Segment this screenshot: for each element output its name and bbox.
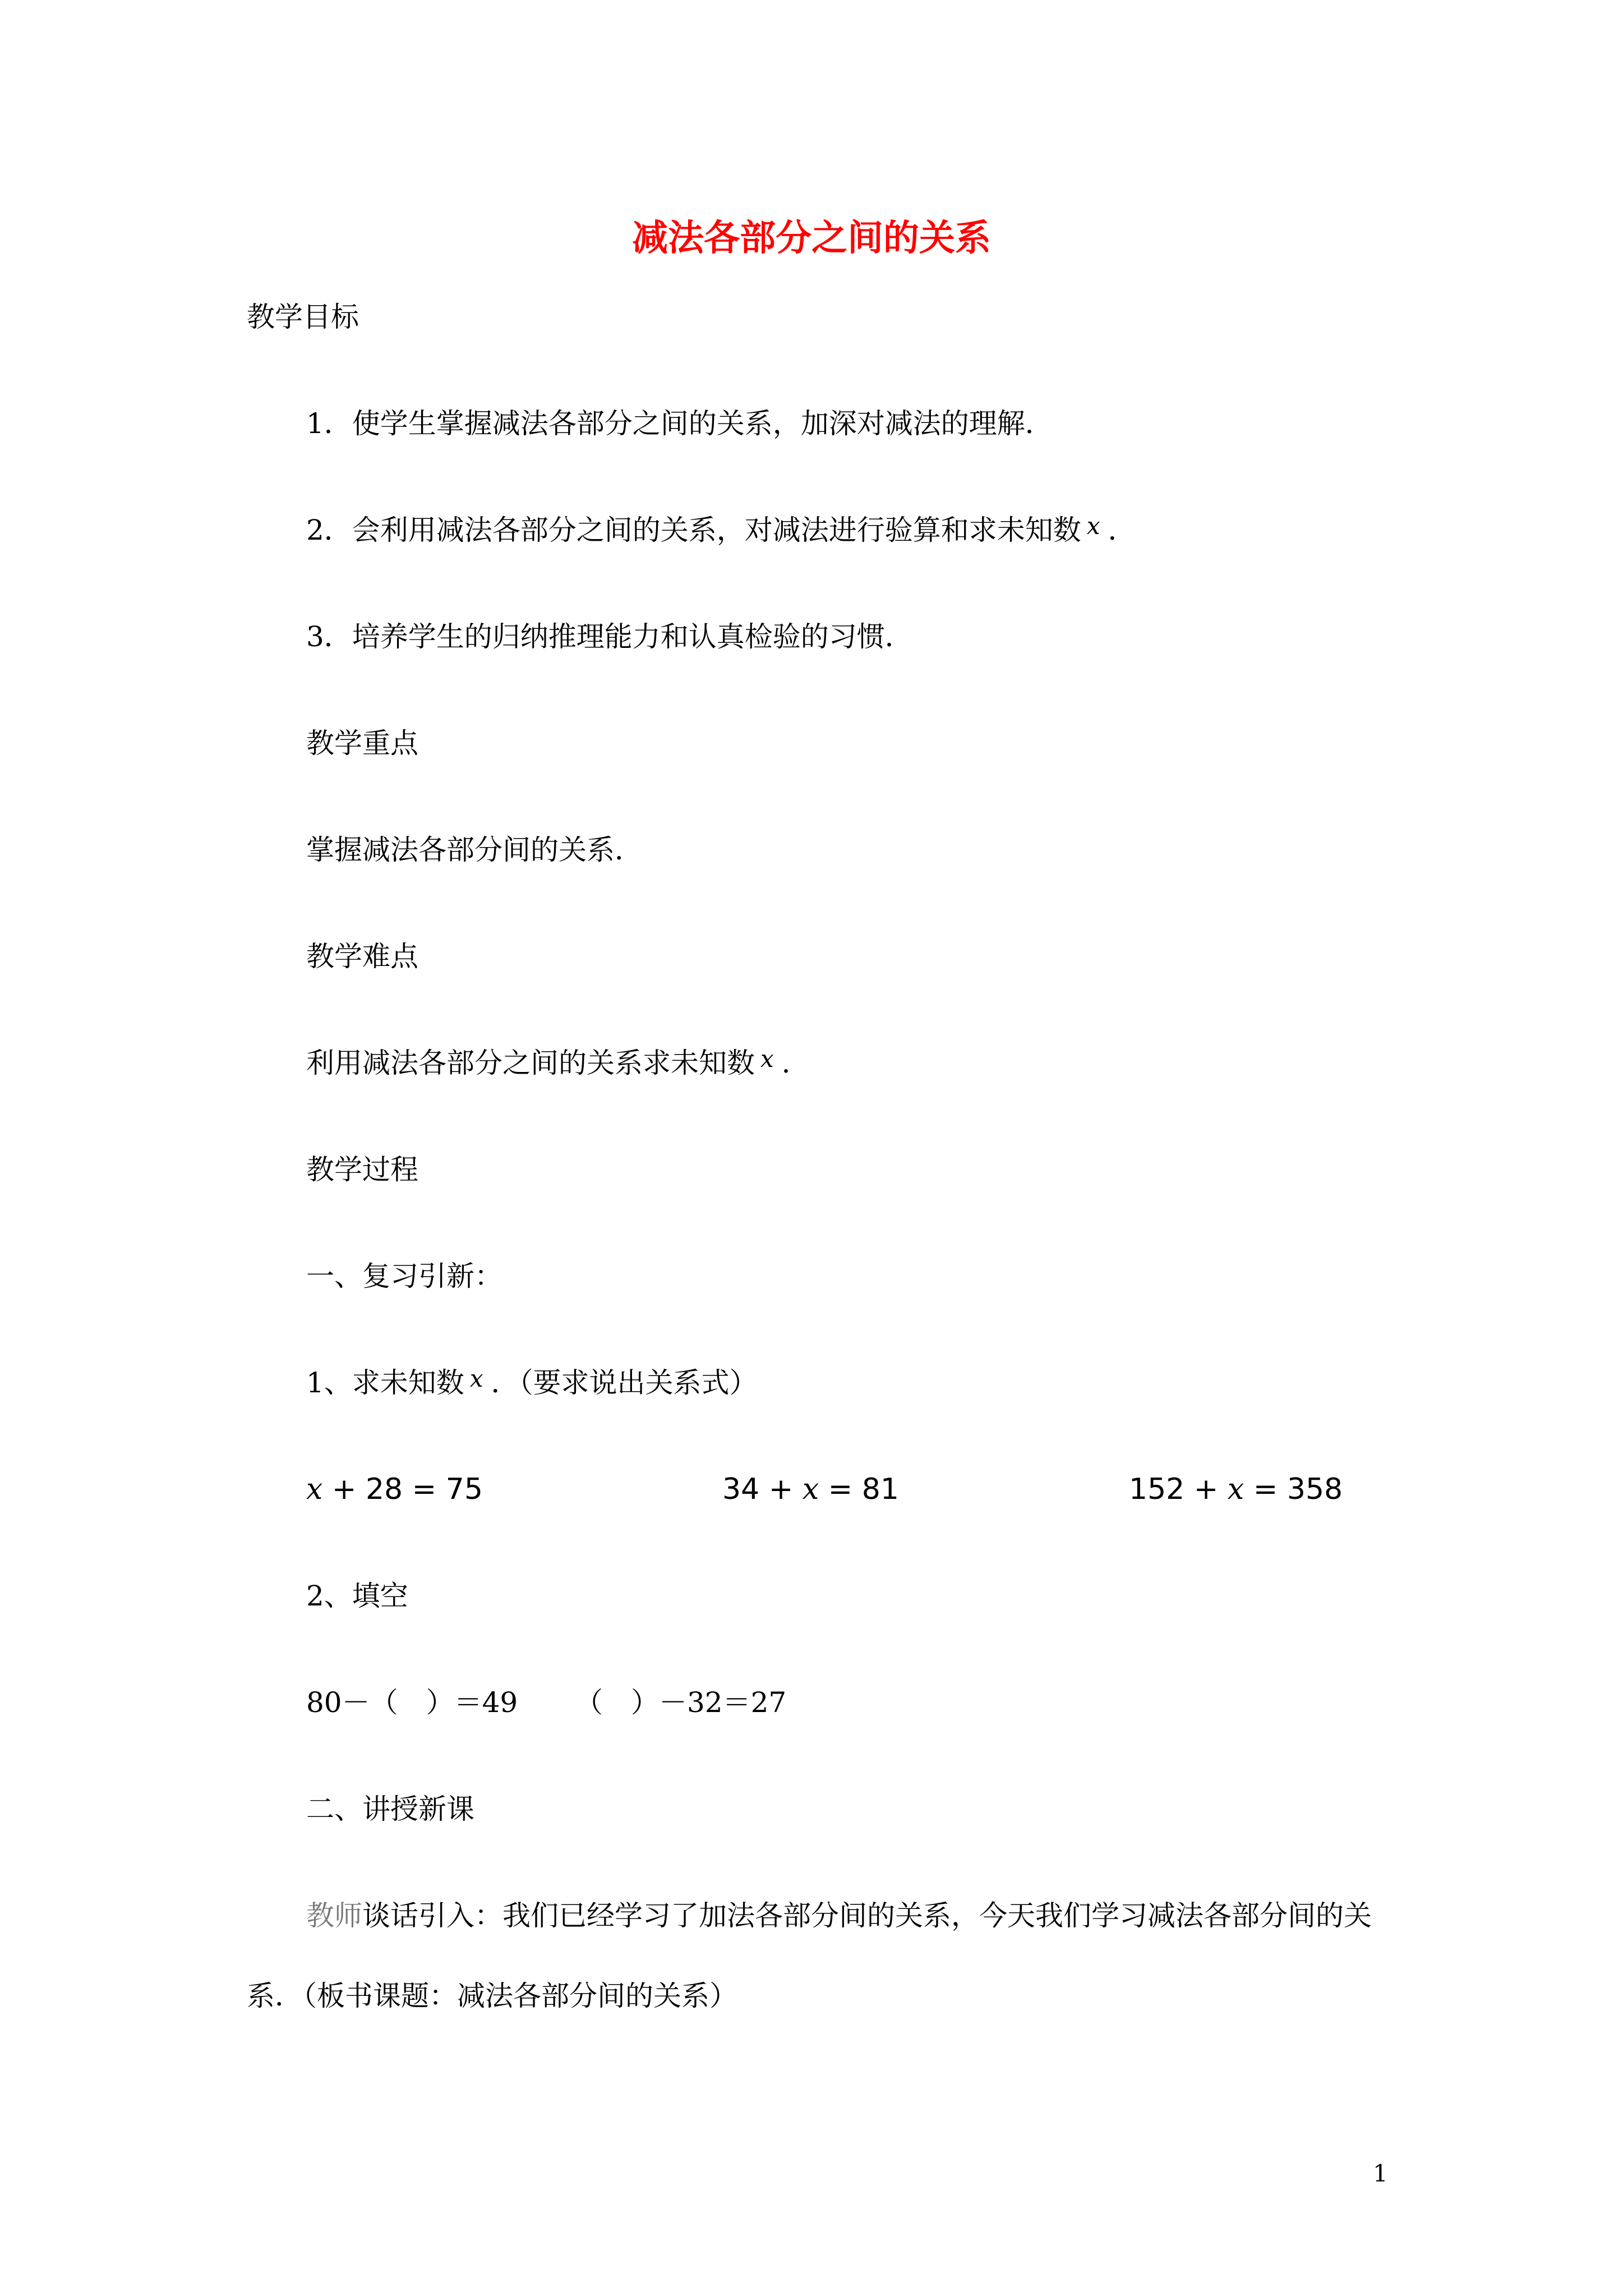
equation-1-term-b: 28 bbox=[365, 1473, 403, 1506]
review-item-2: 2、填空 bbox=[306, 1580, 408, 1612]
equation-1-op: + bbox=[331, 1473, 357, 1506]
objective-2 bbox=[306, 513, 1136, 549]
difficulty-text-end: ． bbox=[781, 1047, 810, 1079]
teacher-intro-line-1 bbox=[306, 1899, 1372, 1932]
equation-2-term-a: 34 bbox=[722, 1473, 760, 1506]
objective-3: 3．培养学生的归纳推理能力和认真检验的习惯． bbox=[306, 620, 913, 653]
difficulty-text-main: 利用减法各部分之间的关系求未知数 bbox=[306, 1047, 755, 1079]
review-heading: 一、复习引新： bbox=[306, 1260, 502, 1292]
difficulty-text bbox=[306, 1046, 810, 1082]
key-point-heading: 教学重点 bbox=[306, 727, 418, 760]
equation-2-op: + bbox=[768, 1473, 794, 1506]
objectives-heading: 教学目标 bbox=[247, 301, 359, 333]
equation-1-term-a: x bbox=[306, 1473, 323, 1506]
objective-2-text: 2．会利用减法各部分之间的关系，对减法进行验算和求未知数 bbox=[306, 514, 1081, 546]
equation-2-eq: = bbox=[828, 1473, 853, 1506]
equation-3-op: + bbox=[1193, 1473, 1219, 1506]
key-point-text: 掌握减法各部分间的关系． bbox=[306, 834, 643, 866]
difficulty-heading: 教学难点 bbox=[306, 940, 418, 973]
equation-3-term-b: x bbox=[1227, 1473, 1244, 1506]
fill-blank-2: （ ）－32＝27 bbox=[575, 1686, 787, 1719]
variable-x: x bbox=[1086, 512, 1100, 540]
equation-1 bbox=[306, 1473, 483, 1506]
teacher-label: 教师 bbox=[306, 1899, 362, 1932]
equation-1-result: 75 bbox=[445, 1473, 483, 1506]
review-item-1 bbox=[306, 1366, 758, 1401]
process-heading: 教学过程 bbox=[306, 1153, 418, 1186]
equation-3-result: 358 bbox=[1287, 1473, 1343, 1506]
variable-x: x bbox=[760, 1045, 774, 1073]
equation-2-result: 81 bbox=[861, 1473, 899, 1506]
review-item-1-text: 1、求未知数 bbox=[306, 1366, 464, 1399]
page-number: 1 bbox=[1373, 2160, 1388, 2187]
equation-3 bbox=[1129, 1473, 1343, 1506]
objective-2-end: ． bbox=[1108, 514, 1136, 546]
teacher-intro-line-2: 系．（板书课题：减法各部分间的关系） bbox=[247, 1980, 737, 2012]
variable-x: x bbox=[469, 1365, 483, 1392]
teacher-intro-text: 谈话引入：我们已经学习了加法各部分间的关系，今天我们学习减法各部分间的关 bbox=[362, 1899, 1372, 1932]
equation-1-eq: = bbox=[412, 1473, 437, 1506]
equation-3-term-a: 152 bbox=[1129, 1473, 1185, 1506]
new-lesson-heading: 二、讲授新课 bbox=[306, 1793, 474, 1825]
document-title: 减法各部分之间的关系 bbox=[632, 217, 991, 259]
equation-2-term-b: x bbox=[802, 1473, 819, 1506]
equation-2 bbox=[722, 1473, 899, 1506]
objective-1: 1．使学生掌握减法各部分之间的关系，加深对减法的理解． bbox=[306, 407, 1053, 440]
review-item-1-end: ．（要求说出关系式） bbox=[491, 1366, 758, 1399]
equation-3-eq: = bbox=[1253, 1473, 1278, 1506]
fill-blank-1: 80－（ ）＝49 bbox=[306, 1686, 518, 1719]
